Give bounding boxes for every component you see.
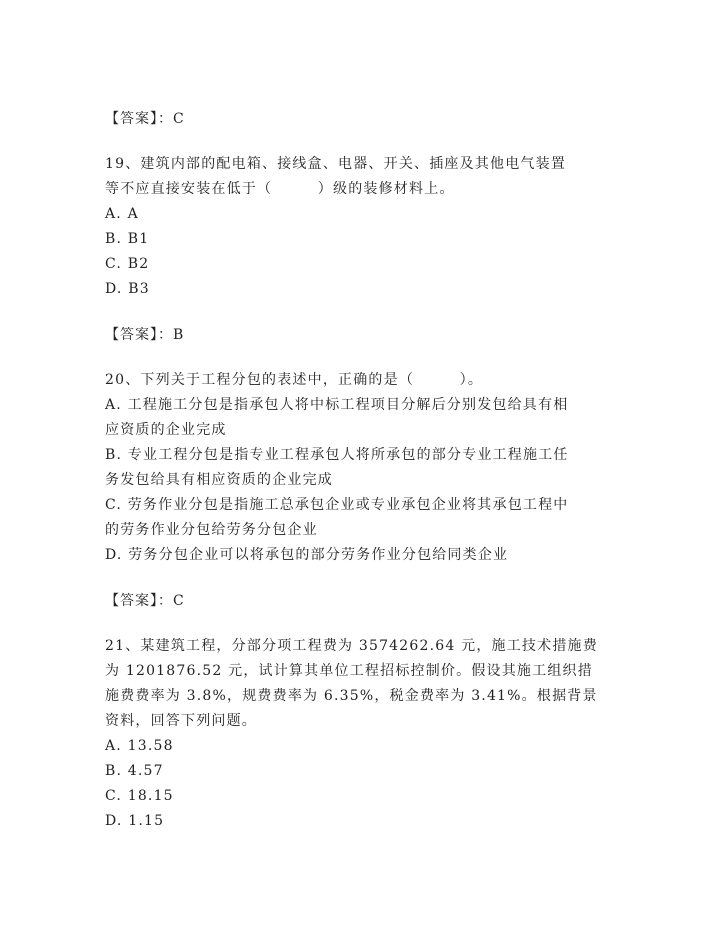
document-page	[105, 106, 625, 854]
q21-option-c: C. 18.15	[105, 788, 174, 804]
answer-18: 【答案】：C	[105, 111, 185, 127]
answer-20: 【答案】：C	[105, 593, 185, 609]
question-21	[105, 634, 625, 834]
question-21-line-4: 资料，回答下列问题。	[105, 713, 257, 729]
q21-option-d: D. 1.15	[105, 813, 165, 829]
question-19-line-1: 19、建筑内部的配电箱、接线盒、电器、开关、插座及其他电气装置	[105, 156, 567, 172]
q20-option-c-line-2: 的劳务作业分包给劳务分包企业	[105, 522, 318, 538]
q20-option-c-line-1: C. 劳务作业分包是指施工总承包企业或专业承包企业将其承包工程中	[105, 497, 569, 513]
question-19-line-2: 等不应直接安装在低于（ ）级的装修材料上。	[105, 181, 455, 197]
question-20	[105, 368, 625, 568]
q20-option-d: D. 劳务分包企业可以将承包的部分劳务作业分包给同类企业	[105, 547, 509, 563]
q19-option-b: B. B1	[105, 231, 150, 247]
q19-option-a: A. A	[105, 206, 139, 222]
q20-option-a-line-2: 应资质的企业完成	[105, 422, 227, 438]
answer-19: 【答案】：B	[105, 327, 185, 343]
q19-option-d: D. B3	[105, 281, 150, 297]
q19-option-c: C. B2	[105, 256, 150, 272]
q20-option-b-line-1: B. 专业工程分包是指专业工程承包人将所承包的部分专业工程施工任	[105, 447, 569, 463]
question-21-line-2: 为 1201876.52 元，试计算其单位工程招标控制价。假设其施工组织措	[105, 663, 593, 679]
question-21-line-3: 施费费率为 3.8%，规费费率为 6.35%，税金费率为 3.41%。根据背景	[105, 688, 598, 704]
q21-option-a: A. 13.58	[105, 738, 174, 754]
question-20-line-1: 20、下列关于工程分包的表述中，正确的是（ ）。	[105, 372, 484, 388]
question-21-line-1: 21、某建筑工程，分部分项工程费为 3574262.64 元，施工技术措施费	[105, 638, 598, 654]
q21-option-b: B. 4.57	[105, 763, 164, 779]
q20-option-b-line-2: 务发包给具有相应资质的企业完成	[105, 472, 333, 488]
q20-option-a-line-1: A. 工程施工分包是指承包人将中标工程项目分解后分别发包给具有相	[105, 397, 569, 413]
question-19	[105, 152, 625, 302]
